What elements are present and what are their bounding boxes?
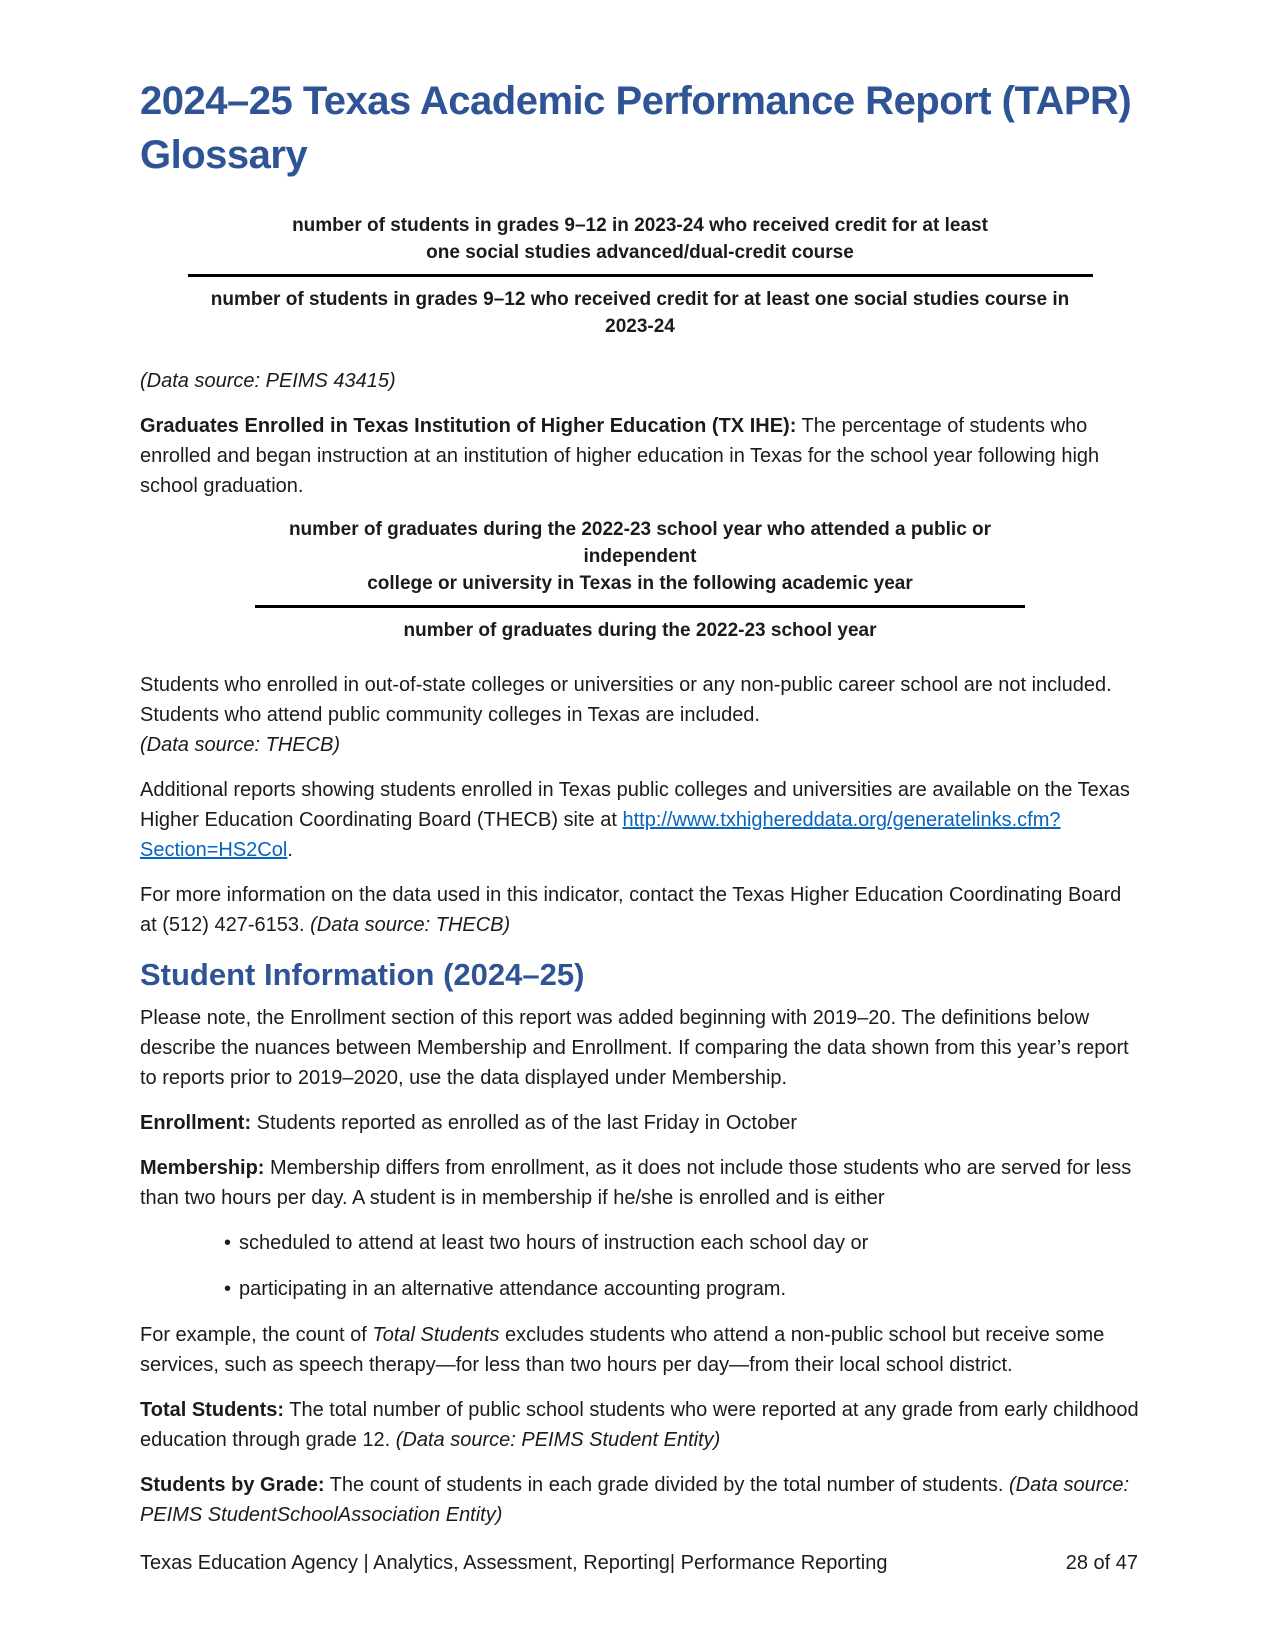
fraction-numerator-line1: number of students in grades 9–12 in 2023-24 who received credit for at least xyxy=(292,215,988,236)
list-item xyxy=(140,1274,1140,1304)
term-definition: The percentage of students who enrolled and began instruction at an institution of higher education in Texas for the school year following high school graduation. xyxy=(140,415,1100,497)
term-definition: Students reported as enrolled as of the last Friday in October xyxy=(251,1112,797,1134)
total-students-definition xyxy=(140,1395,1140,1455)
paragraph-text: excludes students who attend a non-public school but receive some services, such as speech therapy—for less than two hours per day—from their local school district. xyxy=(140,1324,1105,1376)
fraction-numerator-line1: number of graduates during the 2022-23 school year who attended a public or independent xyxy=(288,519,992,567)
term-label: Graduates Enrolled in Texas Institution of Higher Education (TX IHE): xyxy=(140,415,797,437)
term-definition: The total number of public school students who were reported at any grade from early childhood education through grade 12. xyxy=(140,1399,1139,1451)
document-title: 2024–25 Texas Academic Performance Report (TAPR) Glossary xyxy=(140,79,1132,177)
data-source-note: (Data source: THECB) xyxy=(310,914,511,936)
fraction-numerator xyxy=(255,516,1025,608)
students-by-grade-definition xyxy=(140,1470,1140,1530)
term-label: Total Students: xyxy=(140,1399,285,1421)
emphasized-term: Total Students xyxy=(372,1324,500,1346)
graduates-definition xyxy=(140,411,1140,501)
page-footer xyxy=(140,1550,1138,1576)
more-info-paragraph xyxy=(140,880,1140,940)
enrollment-definition xyxy=(140,1108,1140,1138)
fraction-numerator-line2: college or university in Texas in the following academic year xyxy=(367,573,913,594)
fraction-numerator-line2: one social studies advanced/dual-credit course xyxy=(426,242,854,263)
data-source-note: (Data source: PEIMS StudentSchoolAssociation Entity) xyxy=(140,1474,1130,1526)
fraction-denominator: number of graduates during the 2022-23 school year xyxy=(403,620,877,641)
note-text: Students who enrolled in out-of-state colleges or universities or any non-public career school are not included. Students who attend public community colleges in Texas are included. xyxy=(140,674,1112,726)
section-heading-student-information: Student Information (2024–25) xyxy=(140,957,585,992)
term-label: Students by Grade: xyxy=(140,1474,325,1496)
paragraph-text: For more information on the data used in this indicator, contact the Texas Higher Education Coordinating Board at (512) 427-6153. xyxy=(140,884,1122,936)
list-item xyxy=(140,1228,1140,1258)
formula-fraction-social-studies xyxy=(188,212,1093,340)
footer-agency-text: Texas Education Agency | Analytics, Assessment, Reporting| Performance Reporting xyxy=(140,1552,888,1574)
formula-fraction-graduates xyxy=(255,516,1025,644)
footer-page-number: 28 of 47 xyxy=(1065,1552,1138,1574)
paragraph-text: For example, the count of xyxy=(140,1324,373,1346)
fraction-denominator: number of students in grades 9–12 who received credit for at least one social studies course in 2023-24 xyxy=(210,289,1070,337)
please-note-paragraph: Please note, the Enrollment section of this report was added beginning with 2019–20. The definitions below describe the nuances between Membership and Enrollment. If comparing the data shown from this year’s report to reports prior to 2019–2020, use the data displayed under Membership. xyxy=(140,1007,1129,1089)
term-label: Enrollment: xyxy=(140,1112,252,1134)
fraction-numerator xyxy=(188,212,1093,277)
data-source-note: (Data source: THECB) xyxy=(140,734,341,756)
membership-definition xyxy=(140,1153,1140,1213)
out-of-state-note xyxy=(140,670,1140,760)
list-item-text: participating in an alternative attendance accounting program. xyxy=(239,1278,787,1300)
data-source-note: (Data source: PEIMS Student Entity) xyxy=(395,1429,721,1451)
term-definition: The count of students in each grade divided by the total number of students. xyxy=(324,1474,1009,1496)
for-example-paragraph xyxy=(140,1320,1140,1380)
additional-reports-paragraph xyxy=(140,775,1140,865)
term-definition: Membership differs from enrollment, as it does not include those students who are served for less than two hours per day. A student is in membership if he/she is enrolled and is either xyxy=(140,1157,1132,1209)
term-label: Membership: xyxy=(140,1157,265,1179)
list-item-text: scheduled to attend at least two hours of instruction each school day or xyxy=(239,1232,869,1254)
bullet-icon: • xyxy=(224,1232,232,1254)
thecb-hyperlink[interactable]: http://www.txhighereddata.org/generatelinks.cfm?Section=HS2Col xyxy=(140,809,1061,861)
data-source-note: (Data source: PEIMS 43415) xyxy=(140,370,396,392)
paragraph-text: Additional reports showing students enrolled in Texas public colleges and universities are available on the Texas Higher Education Coordinating Board (THECB) site at xyxy=(140,779,1130,831)
after-link-text: . xyxy=(287,839,293,861)
bullet-icon: • xyxy=(224,1278,232,1300)
